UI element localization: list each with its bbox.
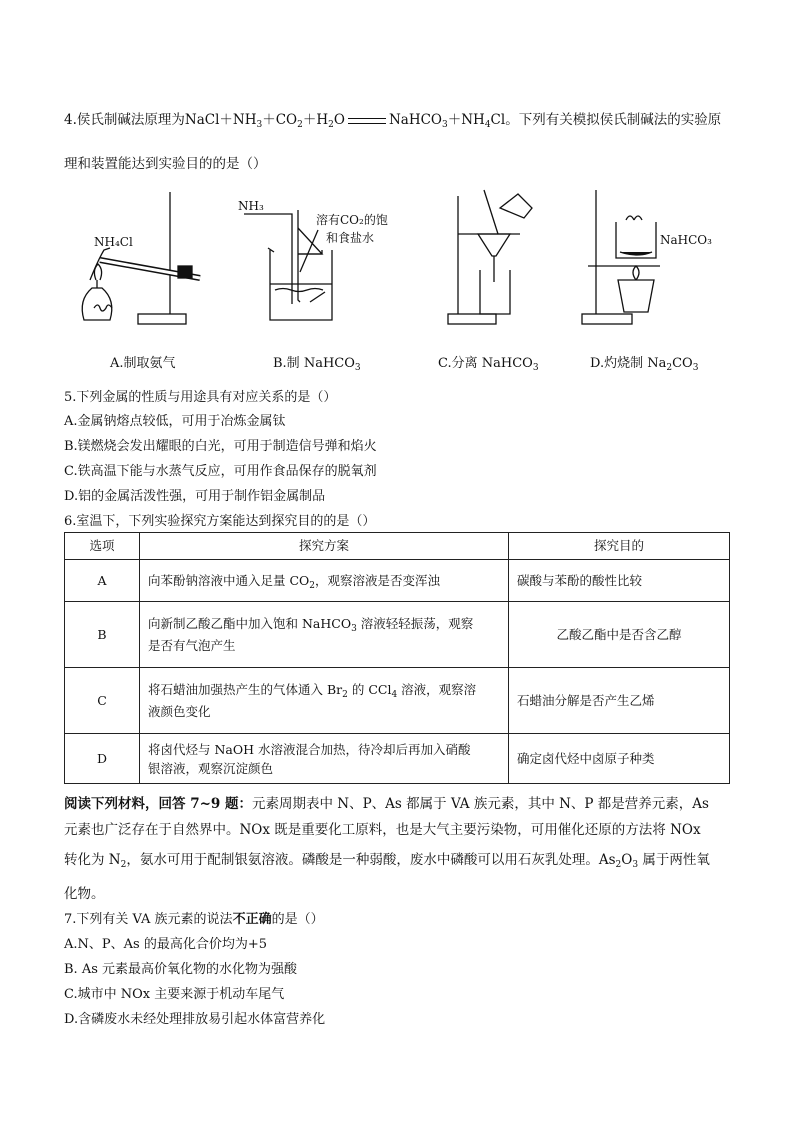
q5-stem: 5.下列金属的性质与用途具有对应关系的是（） [64,390,337,405]
q5-option-a: A.金属钠熔点较低，可用于冶炼金属钛 [64,414,286,429]
q4-stem-line2: 理和装置能达到实验目的的是（） [64,156,267,172]
q7-option-c: C.城市中 NOx 主要来源于机动车尾气 [64,987,285,1002]
table-row: D 将卤代烃与 NaOH 水溶液混合加热，待冷却后再加入硝酸 银溶液，观察沉淀颜色 确定卤代烃中卤原子种类 [65,734,730,784]
caption-c: C.分离 NaHCO$_3$ [438,356,539,373]
q6-table [64,532,730,784]
material-line1: 阅读下列材料，回答 7~9 题：元素周期表中 N、P、As 都属于 VA 族元素，其中 N、P 都是营养元素，As [64,796,709,812]
table-row: B 向新制乙酸乙酯中加入饱和 NaHCO$_3$ 溶液轻轻振荡，观察 是否有气泡产生 乙酸乙酯中是否含乙醇 [65,602,730,668]
q6-stem: 6.室温下，下列实验探究方案能达到探究目的的是（） [64,514,376,529]
material-line3: 转化为 $N_2$，氨水可用于配制银氨溶液。磷酸是一种弱酸，废水中磷酸可以用石灰乳处理。$As_2O_3$ 属于两性氧 [64,852,710,870]
caption-d: D.灼烧制 $Na_2CO_3$ [590,356,699,373]
label-co2-solution-2: 和食盐水 [326,231,375,245]
q5-option-d: D.铝的金属活泼性强，可用于制作铝金属制品 [64,489,326,504]
header-goal: 探究目的 [509,533,730,560]
label-nh4cl: NH₄Cl [94,235,133,249]
table-header-row [65,533,730,560]
label-nh3: NH₃ [238,199,264,213]
header-option: 选项 [65,533,140,560]
caption-a: A.制取氨气 [110,356,176,371]
q7-stem: 7.下列有关 VA 族元素的说法不正确的是（） [64,912,324,927]
q4-equation: $NaCl+NH_3+CO_2+H_2O$ $NaHCO_3+NH_4Cl$ [184,112,506,130]
label-nahco3: NaHCO₃ [660,233,712,247]
q7-option-a: A.N、P、As 的最高化合价均为+5 [64,937,267,952]
apparatus-a [82,192,200,324]
q4-apparatus-figures [60,180,740,340]
header-plan: 探究方案 [140,533,509,560]
equals-sign [348,118,386,124]
q7-option-b: B. As 元素最高价氧化物的水化物为强酸 [64,962,298,977]
apparatus-d [582,190,660,324]
q5-option-b: B.镁燃烧会发出耀眼的白光，可用于制造信号弹和焰火 [64,439,377,454]
table-row: A 向苯酚钠溶液中通入足量 $CO_2$，观察溶液是否变浑浊 碳酸与苯酚的酸性比较 [65,560,730,602]
q4-stem-line1: 4.侯氏制碱法原理为$NaCl+NH_3+CO_2+H_2O$ $NaHCO_3+NH_4Cl$。下列有关模拟侯氏制碱法的实验原 [64,112,722,130]
label-co2-solution-1: 溶有CO₂的饱 [316,213,388,227]
table-row: C 将石蜡油加强热产生的气体通入 $Br_2$ 的 CCl$_4$ 溶液，观察溶 液颜色变化 石蜡油分解是否产生乙烯 [65,668,730,734]
material-line4: 化物。 [64,886,105,902]
q7-option-d: D.含磷废水未经处理排放易引起水体富营养化 [64,1012,326,1027]
q5-option-c: C.铁高温下能与水蒸气反应，可用作食品保存的脱氧剂 [64,464,377,479]
apparatus-c [448,190,532,324]
material-line2: 元素也广泛存在于自然界中。NOx 既是重要化工原料，也是大气主要污染物，可用催化还原的方法将 NOx [64,822,701,838]
caption-b: B.制 NaHCO$_3$ [273,356,361,373]
